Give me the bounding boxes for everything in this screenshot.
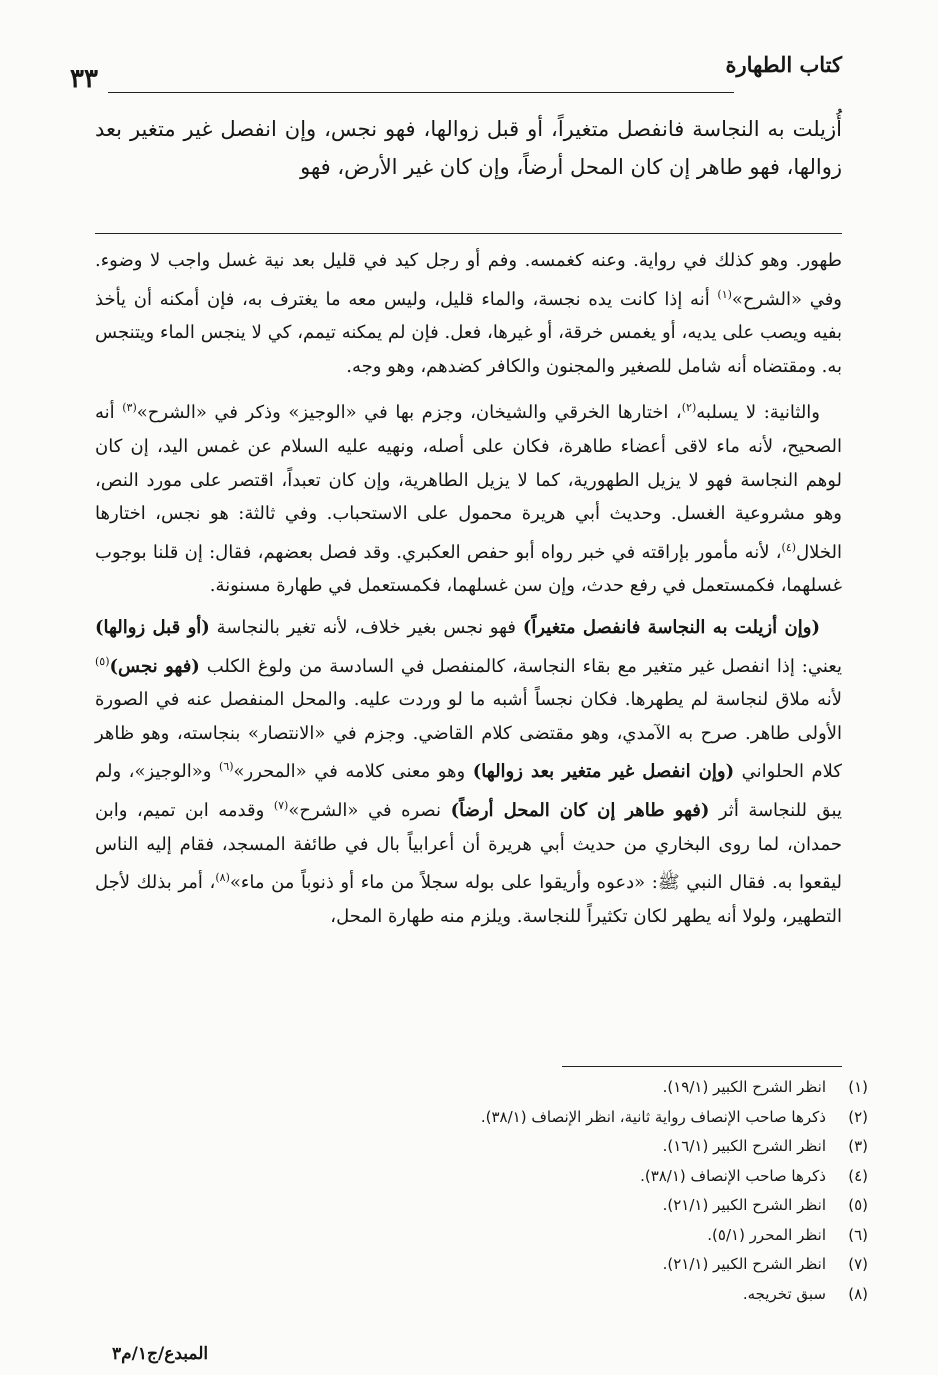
text-run: أنه الصحيح، لأنه ماء لاقى أعضاء طاهرة، فكان على أصله، ونهيه عليه السلام عن غمس اليد، إن كان لوهم النجاسة فهو لا يزيل الطهورية، كما لا يزيل الطاهرية، وإن كان تعبداً، اقتصر على مورد النص، وهو مشروعية الغسل. وحديث أبي هريرة محمول على الاستحباب. وفي ثالثة: هو نجس، اختارها الخلال	[95, 402, 842, 563]
footnote-number: (٥)	[848, 1196, 868, 1214]
footnote-number: (٨)	[848, 1284, 868, 1303]
footnote-item	[148, 1191, 868, 1221]
text-run: فهو نجس بغير خلاف، لأنه تغير بالنجاسة	[209, 616, 523, 638]
text-run: لأنه ملاق لنجاسة لم يطهرها. فكان نجساً أشبه ما لو وردت عليه. والمحل المنفصل عنه في الصورة الأولى طاهر. صرح به الآمدي، وهو مقتضى كلام القاضي. وجزم في «الانتصار» بنجاسته، وهو ظاهر كلام الحلواني	[95, 689, 842, 783]
footnote-ref-8[interactable]: (٨)	[215, 871, 230, 885]
header-rule	[108, 92, 734, 93]
footnote-text: انظر الشرح الكبير (١٦/١).	[662, 1137, 826, 1155]
footnote-number: (٦)	[848, 1225, 868, 1244]
text-run: أنه إذا كانت يده نجسة، والماء قليل، وليس معه ما يغترف به، فإن أمكنه أن يأخذ بفيه ويصب على يديه، أو يغمس خرقة، أو غيرها، فعل. فإن لم يمكنه تيمم، كي لا ينجس الماء ويتنجس به. ومقتضاه أنه شامل للصغير والمجنون والكافر كضدهم، وهو وجه.	[95, 288, 842, 377]
text-run: نصره في «الشرح»	[288, 799, 451, 821]
text-run: والثانية: لا يسلبه	[696, 402, 820, 424]
quoted-matn-bold: (أو قبل زوالها)	[95, 616, 210, 638]
footnote-item	[148, 1162, 868, 1192]
footnote-separator	[562, 1066, 842, 1067]
text-run: ، أمر بذلك لأجل التطهير، ولولا أنه يطهر لكان تكثيراً للنجاسة. ويلزم منه طهارة المحل،	[95, 872, 842, 927]
footnote-item	[148, 1132, 868, 1162]
footnote-text: انظر المحرر (٥/١).	[707, 1225, 826, 1244]
quoted-matn-bold: (وإن أزيلت به النجاسة فانفصل متغيراً)	[522, 616, 820, 638]
footnote-item	[148, 1073, 868, 1103]
matn-text-block	[95, 110, 842, 186]
commentary-paragraph-1	[95, 244, 842, 383]
matn-divider	[95, 233, 842, 234]
footnote-number: (٣)	[848, 1137, 868, 1155]
footnote-ref-2[interactable]: (٢)	[681, 401, 697, 415]
footnote-item	[148, 1280, 868, 1310]
footnote-number: (٧)	[848, 1255, 868, 1273]
footnote-item	[148, 1221, 868, 1251]
quoted-matn-bold: (فهو نجس)	[109, 655, 200, 677]
footnote-text: انظر الشرح الكبير (٢١/١).	[662, 1255, 826, 1273]
printer-signature-mark: المبدع/ج١/م٣	[112, 1344, 209, 1364]
text-run: ، اختارها الخرقي والشيخان، وجزم بها في «الوجيز» وذكر في «الشرح»	[136, 402, 682, 424]
footnote-item	[148, 1103, 868, 1133]
footnote-item	[148, 1250, 868, 1280]
footnote-text: ذكرها صاحب الإنصاف (٣٨/١).	[640, 1166, 826, 1185]
commentary-paragraph-2	[95, 391, 842, 603]
footnote-number: (٤)	[848, 1166, 868, 1185]
footnote-text: ذكرها صاحب الإنصاف رواية ثانية، انظر الإنصاف (٣٨/١).	[480, 1107, 826, 1126]
footnote-number: (٢)	[848, 1107, 868, 1126]
quoted-matn-bold: (فهو طاهر إن كان المحل أرضاً)	[450, 799, 710, 821]
commentary-text-block	[95, 244, 842, 933]
footnote-ref-5[interactable]: (٥)	[95, 654, 110, 668]
footnote-text: سبق تخريجه.	[742, 1284, 826, 1303]
text-run: ، لأنه مأمور بإراقته في خبر رواه أبو حفص العكبري. وقد فصل بعضهم، فقال: إن قلنا بوجوب غسلهما، فكمستعمل في رفع حدث، وإن سن غسلهما، فكمستعمل في طهارة مسنونة.	[95, 541, 842, 597]
footnote-number: (١)	[848, 1078, 868, 1096]
footnote-text: انظر الشرح الكبير (٢١/١).	[662, 1196, 826, 1214]
footnote-ref-4[interactable]: (٤)	[781, 540, 797, 554]
footnote-ref-3[interactable]: (٣)	[122, 401, 137, 415]
running-header-title: كتاب الطهارة	[725, 52, 842, 77]
footnote-ref-7[interactable]: (٧)	[273, 798, 289, 812]
quoted-matn-bold: (وإن انفصل غير متغير بعد زوالها)	[472, 761, 735, 783]
footnote-text: انظر الشرح الكبير (١٩/١).	[662, 1078, 826, 1096]
footnote-ref-1[interactable]: (١)	[717, 287, 732, 301]
text-run: وقدمه ابن تميم، وابن حمدان، لما روى البخاري من حديث أبي هريرة أن أعرابياً بال في طائفة المسجد، فقام إليه الناس ليقعوا به. فقال النبي ﷺ: «دعوه وأريقوا على بوله سجلاً من ماء أو ذنوباً من ماء»	[95, 799, 843, 894]
text-run: طهور. وهو كذلك في رواية. وعنه كغمسه. وفم أو رجل كيد في قليل بعد نية غسل واجب لا وضوء. وفي «الشرح»	[95, 250, 843, 310]
page-number: ٣٣	[70, 64, 98, 94]
footnote-ref-6[interactable]: (٦)	[219, 760, 234, 774]
commentary-paragraph-3	[95, 611, 842, 933]
text-run: يعني: إذا انفصل غير متغير مع بقاء النجاسة، كالمنفصل في السادسة من ولوغ الكلب	[199, 655, 842, 677]
text-run: وهو معنى كلامه في «المحرر»	[233, 761, 473, 783]
text-run: و«الوجيز»، ولم يبق للنجاسة أثر	[95, 761, 842, 821]
footnotes-list	[148, 1073, 868, 1309]
matn-paragraph: أُزيلت به النجاسة فانفصل متغيراً، أو قبل زوالها، فهو نجس، وإن انفصل غير متغير بعد زوالها، فهو طاهر إن كان المحل أرضاً، وإن كان غير الأرض، فهو	[95, 117, 842, 179]
